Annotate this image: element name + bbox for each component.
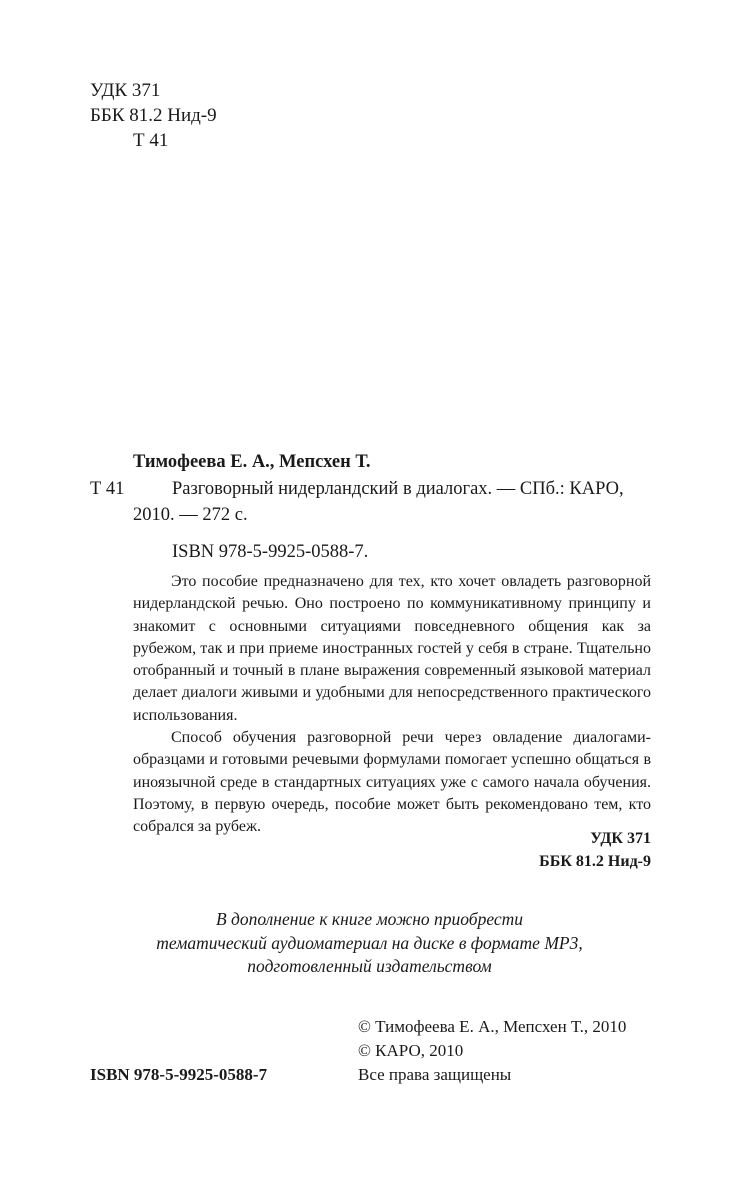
- supplement-line-1: В дополнение к книге можно приобрести: [215, 909, 524, 929]
- book-isbn: ISBN 978-5-9925-0588-7.: [172, 542, 369, 562]
- supplement-line-3: подготовленный издательством: [247, 956, 492, 976]
- annotation-bbk: ББК 81.2 Нид-9: [539, 853, 651, 870]
- header-bbk: ББК 81.2 Нид-9: [90, 105, 217, 126]
- annotation-paragraph-2: Способ обучения разговорной речи через овладение диалогами-образцами и готовыми речевыми формулами помогает успешно общаться в иноязычной среде в стандартных ситуациях уже с самого начала обучения. Поэтому, в первую очередь, пособие может быть рекомендовано тем, кто собрался за рубеж.: [133, 729, 651, 836]
- bib-author-mark: Т 41: [90, 479, 125, 499]
- copyright-authors: © Тимофеева Е. А., Мепсхен Т., 2010: [358, 1017, 627, 1036]
- annotation: [133, 571, 651, 839]
- annotation-paragraph-1: Это пособие предназначено для тех, кто хочет овладеть разговорной нидерландской речью. Оно построено по коммуникативному принципу и знакомит с основными ситуациями повседневного общения как за рубежом, так и при приеме иностранных гостей у себя в стране. Тщательно отобранный и точный в плане выражения современный языковой материал делает диалоги живыми и удобными для непосредственного практического использования.: [133, 573, 651, 724]
- book-title-line2: 2010. — 272 с.: [133, 505, 248, 525]
- copyright-publisher: © КАРО, 2010: [358, 1041, 464, 1060]
- supplement-notice: [0, 908, 739, 979]
- header-author-mark: Т 41: [133, 130, 169, 151]
- supplement-line-2: тематический аудиоматериал на диске в формате МР3,: [156, 932, 583, 953]
- rights-reserved: Все права защищены: [358, 1065, 512, 1084]
- book-title-line1: Разговорный нидерландский в диалогах. — СПб.: КАРО,: [172, 479, 624, 499]
- footer-isbn: ISBN 978-5-9925-0588-7: [90, 1065, 268, 1084]
- annotation-udk: УДК 371: [590, 830, 651, 847]
- header-udk: УДК 371: [90, 80, 161, 101]
- book-authors: Тимофеева Е. А., Мепсхен Т.: [133, 452, 371, 472]
